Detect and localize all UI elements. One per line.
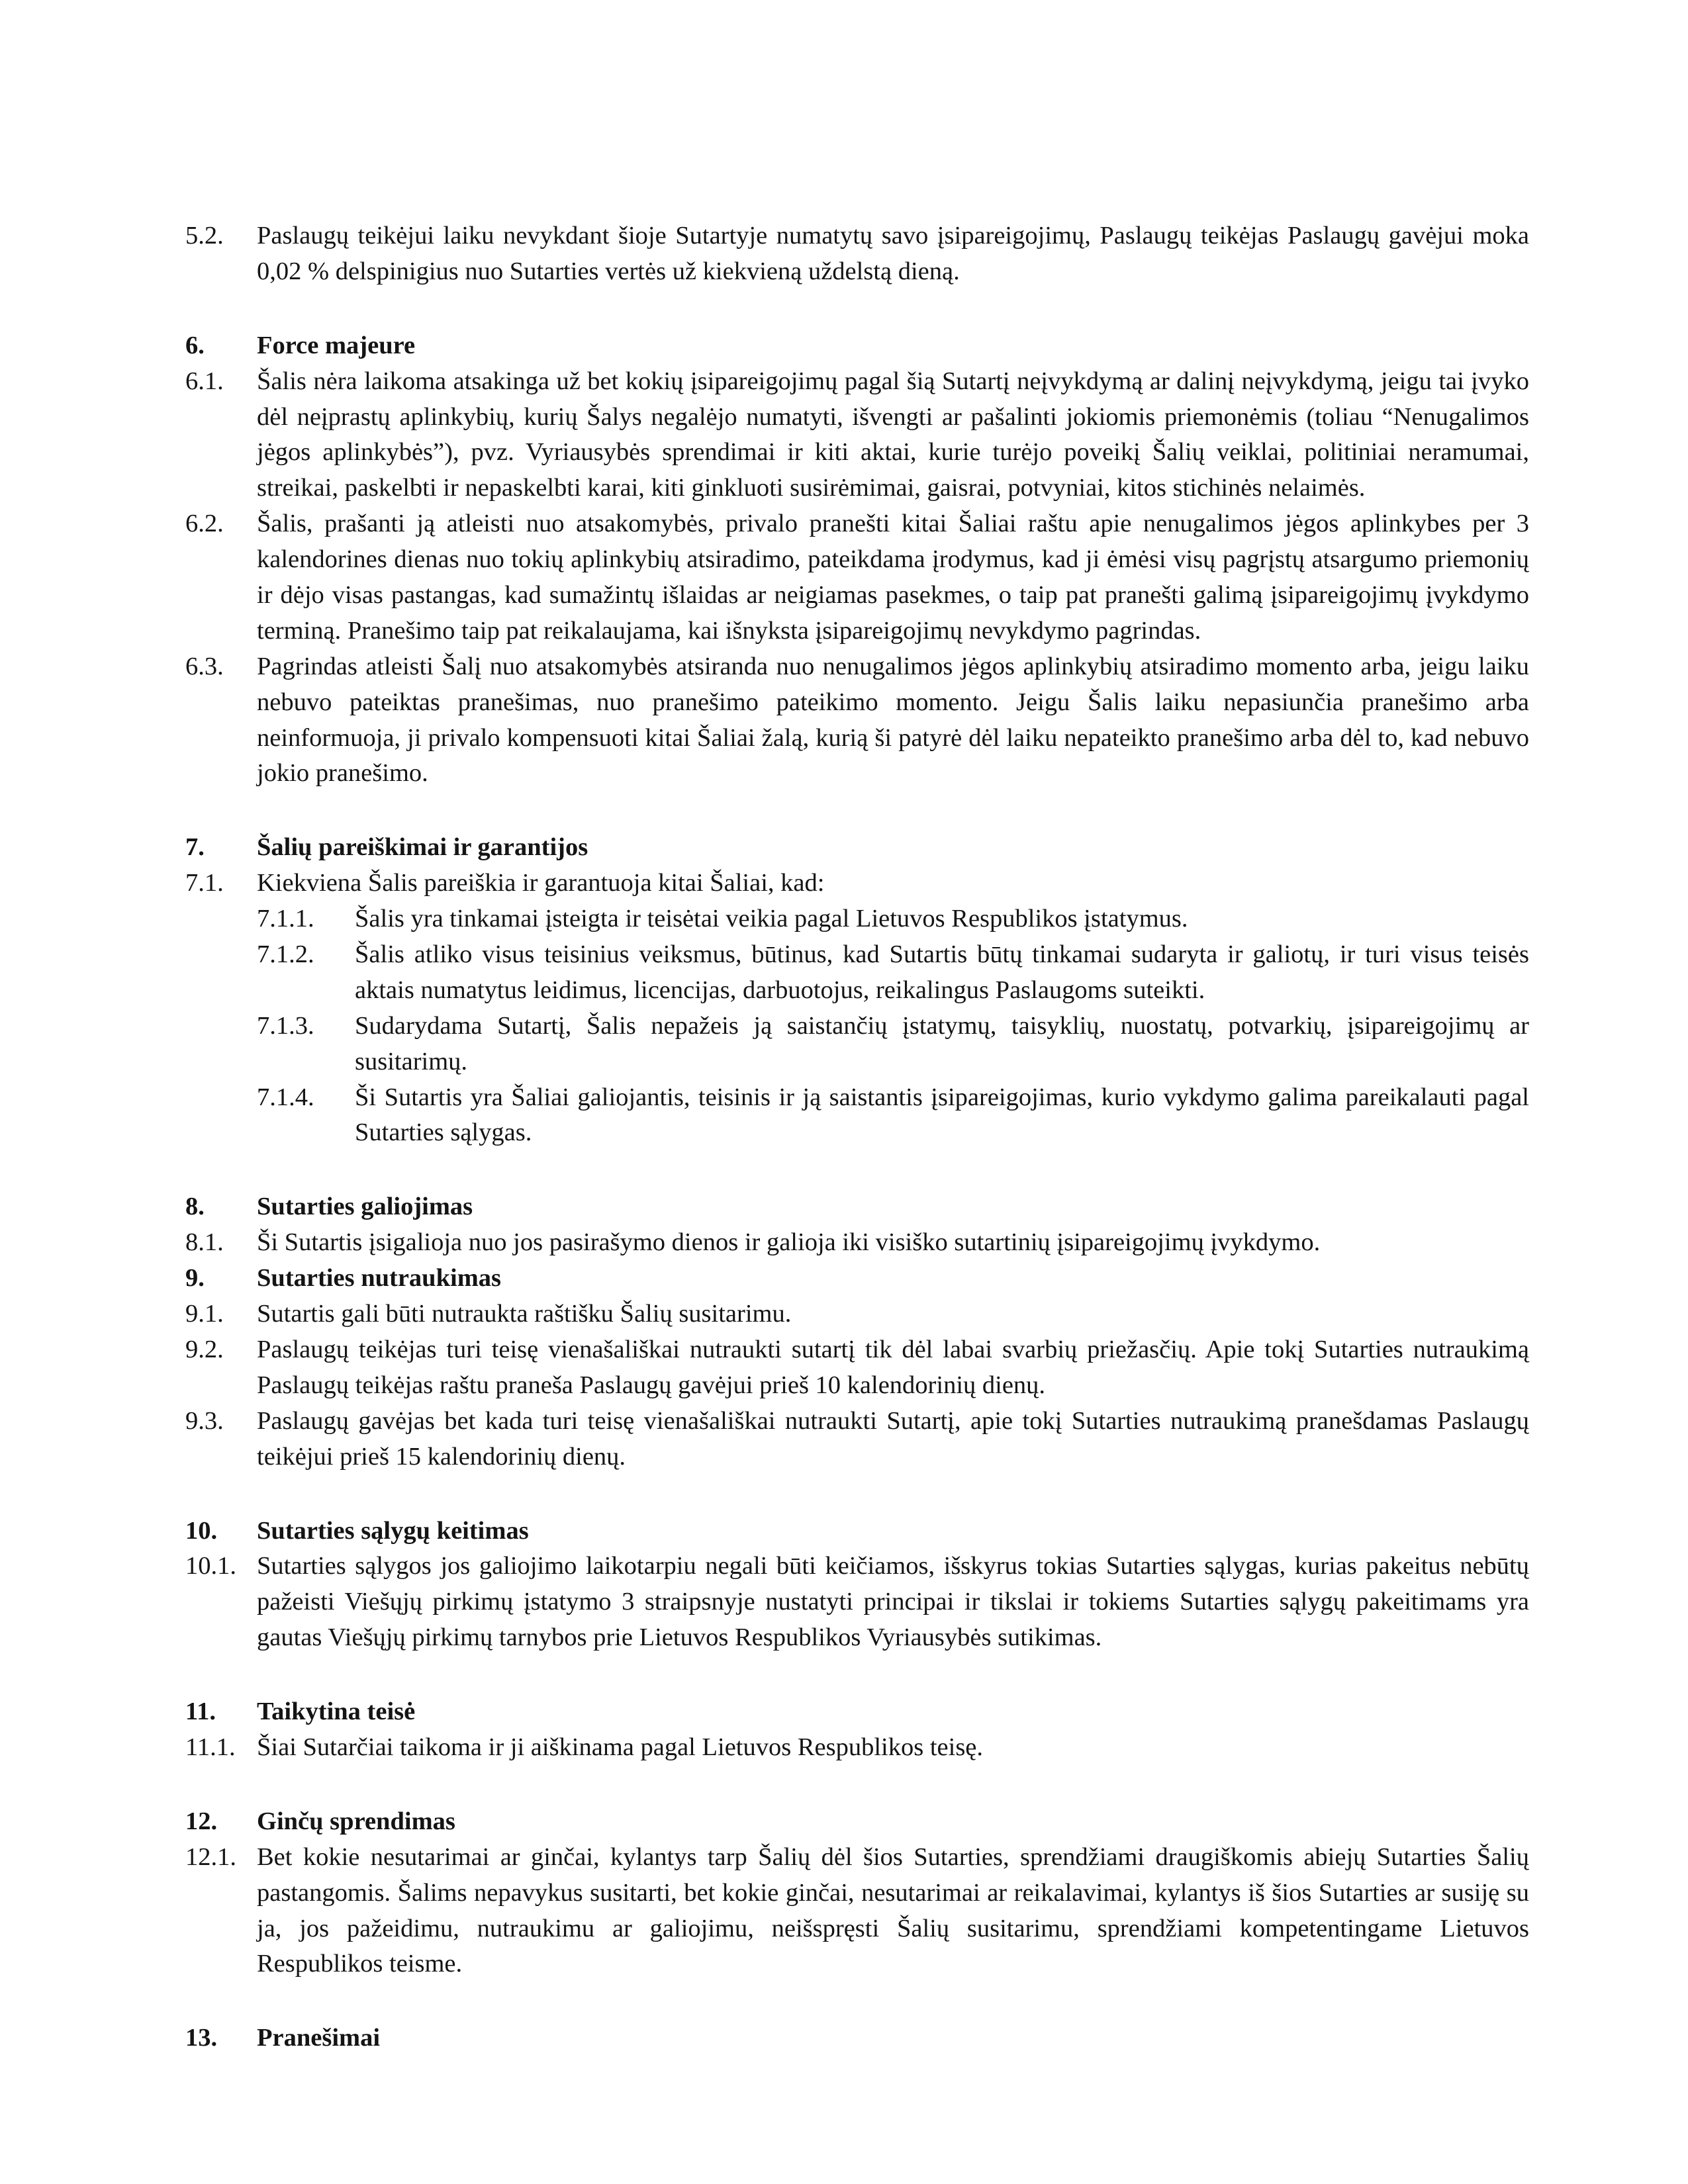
clause-6-2 bbox=[185, 506, 1529, 649]
clause-text: Paslaugų teikėjui laiku nevykdant šioje Sutartyje numatytų savo įsipareigojimų, Paslaugų teikėjas Paslaugų gavėjui moka 0,02 % delspinigius nuo Sutarties vertės už kiekvieną uždelstą dieną. bbox=[257, 222, 1529, 285]
section-number: 11. bbox=[185, 1698, 216, 1726]
section-heading-9 bbox=[185, 1261, 1529, 1297]
section-number: 7. bbox=[185, 833, 205, 862]
clause-number: 10.1. bbox=[185, 1552, 236, 1580]
section-heading-10 bbox=[185, 1514, 1529, 1549]
clause-number: 9.2. bbox=[185, 1335, 224, 1363]
section-number: 6. bbox=[185, 331, 205, 359]
section-title: Pranešimai bbox=[257, 2024, 381, 2052]
clause-6-3 bbox=[185, 649, 1529, 792]
clause-number: 6.1. bbox=[185, 367, 224, 395]
section-title: Force majeure bbox=[257, 331, 416, 359]
clause-number: 7.1.3. bbox=[257, 1011, 314, 1040]
clause-9-1 bbox=[185, 1297, 1529, 1332]
section-title: Taikytina teisė bbox=[257, 1698, 416, 1726]
clause-9-3 bbox=[185, 1404, 1529, 1475]
clause-text: Bet kokie nesutarimai ar ginčai, kylantys tarp Šalių dėl šios Sutarties, sprendžiami draugiškomis abiejų Sutarties Šalių pastangomis. Šalims nepavykus susitarti, bet kokie ginčai, nesutarimai ar reikalavimai, kylantys iš šios Sutarties ar susiję su ja, jos pažeidimu, nutraukimu ar galiojimu, neišspręsti Šalių susitarimu, sprendžiami kompetentingame Lietuvos Respublikos teisme. bbox=[257, 1843, 1529, 1978]
clause-text: Šiai Sutarčiai taikoma ir ji aiškinama pagal Lietuvos Respublikos teisę. bbox=[257, 1733, 984, 1761]
section-heading-11 bbox=[185, 1694, 1529, 1730]
clause-6-1 bbox=[185, 364, 1529, 507]
clause-8-1 bbox=[185, 1225, 1529, 1261]
section-title: Šalių pareiškimai ir garantijos bbox=[257, 833, 588, 862]
clause-7-1-1 bbox=[257, 901, 1529, 937]
clause-text: Sudarydama Sutartį, Šalis nepažeis ją saistančių įstatymų, taisyklių, nuostatų, potvarkių, įsipareigojimų ar susitarimų. bbox=[355, 1011, 1529, 1075]
clause-12-1 bbox=[185, 1840, 1529, 1983]
clause-text: Paslaugų gavėjas bet kada turi teisę vienašališkai nutraukti Sutartį, apie tokį Sutarties nutraukimą pranešdamas Paslaugų teikėjui prieš 15 kalendorinių dienų. bbox=[257, 1406, 1529, 1471]
clause-9-2 bbox=[185, 1332, 1529, 1404]
clause-text: Šalis nėra laikoma atsakinga už bet kokių įsipareigojimų pagal šią Sutartį neįvykdymą ar dalinį neįvykdymą, jeigu tai įvyko dėl neįprastų aplinkybių, kurių Šalys negalėjo numatyti, išvengti ar pašalinti jokiomis priemonėmis (toliau “Nenugalimos jėgos aplinkybės”), pvz. Vyriausybės sprendimai ir kiti aktai, kurie turėjo poveikį Šalių veiklai, politiniai neramumai, streikai, paskelbti ir nepaskelbti karai, kiti ginkluoti susirėmimai, gaisrai, potvyniai, kitos stichinės nelaimės. bbox=[257, 367, 1529, 502]
clause-number: 7.1.4. bbox=[257, 1083, 314, 1111]
clause-text: Šalis yra tinkamai įsteigta ir teisėtai veikia pagal Lietuvos Respublikos įstatymus. bbox=[355, 905, 1188, 933]
section-heading-12 bbox=[185, 1804, 1529, 1840]
section-heading-8 bbox=[185, 1189, 1529, 1225]
clause-text: Šalis atliko visus teisinius veiksmus, būtinus, kad Sutartis būtų tinkamai sudaryta ir galiotų, ir turi visus teisės aktais numatytus leidimus, licencijas, darbuotojus, reikalingus Paslaugoms suteikti. bbox=[355, 940, 1529, 1004]
section-heading-13 bbox=[185, 2021, 1529, 2056]
clause-text: Sutarties sąlygos jos galiojimo laikotarpiu negali būti keičiamos, išskyrus tokias Sutarties sąlygas, kurias pakeitus nebūtų pažeisti Viešųjų pirkimų įstatymo 3 straipsnyje nustatyti principai ir tikslai ir tokiems Sutarties sąlygų pakeitimams yra gautas Viešųjų pirkimų tarnybos prie Lietuvos Respublikos Vyriausybės sutikimas. bbox=[257, 1552, 1529, 1652]
clause-number: 11.1. bbox=[185, 1733, 236, 1761]
clause-number: 9.3. bbox=[185, 1406, 224, 1435]
section-heading-7 bbox=[185, 830, 1529, 866]
clause-7-1-2 bbox=[257, 937, 1529, 1009]
section-title: Ginčų sprendimas bbox=[257, 1807, 455, 1835]
clause-11-1 bbox=[185, 1730, 1529, 1766]
section-heading-6 bbox=[185, 328, 1529, 364]
clause-text: Sutartis gali būti nutraukta raštišku Šalių susitarimu. bbox=[257, 1300, 792, 1328]
clause-number: 7.1. bbox=[185, 869, 224, 897]
clause-7-1 bbox=[185, 866, 1529, 901]
section-number: 13. bbox=[185, 2024, 218, 2052]
section-title: Sutarties sąlygų keitimas bbox=[257, 1516, 529, 1545]
clause-number: 7.1.2. bbox=[257, 940, 314, 969]
clause-number: 8.1. bbox=[185, 1228, 224, 1257]
section-number: 8. bbox=[185, 1193, 205, 1221]
section-title: Sutarties galiojimas bbox=[257, 1193, 473, 1221]
clause-7-1-3 bbox=[257, 1009, 1529, 1080]
clause-number: 9.1. bbox=[185, 1300, 224, 1328]
clause-number: 6.2. bbox=[185, 510, 224, 538]
clause-10-1 bbox=[185, 1549, 1529, 1656]
clause-number: 7.1.1. bbox=[257, 905, 314, 933]
clause-text: Paslaugų teikėjas turi teisę vienašališkai nutraukti sutartį tik dėl labai svarbių priežasčių. Apie tokį Sutarties nutraukimą Paslaugų teikėjas raštu praneša Paslaugų gavėjui prieš 10 kalendorinių dienų. bbox=[257, 1335, 1529, 1399]
clause-text: Šalis, prašanti ją atleisti nuo atsakomybės, privalo pranešti kitai Šaliai raštu apie nenugalimos jėgos aplinkybes per 3 kalendorines dienas nuo tokių aplinkybių atsiradimo, pateikdama įrodymus, kad ji ėmėsi visų pagrįstų atsargumo priemonių ir dėjo visas pastangas, kad sumažintų išlaidas ar neigiamas pasekmes, o taip pat pranešti galimą įsipareigojimų įvykdymo terminą. Pranešimo taip pat reikalaujama, kai išnyksta įsipareigojimų nevykdymo pagrindas. bbox=[257, 510, 1529, 645]
clause-text: Kiekviena Šalis pareiškia ir garantuoja kitai Šaliai, kad: bbox=[257, 869, 825, 897]
section-title: Sutarties nutraukimas bbox=[257, 1264, 502, 1293]
clause-7-1-4 bbox=[257, 1080, 1529, 1152]
clause-number: 5.2. bbox=[185, 222, 224, 250]
clause-text: Ši Sutartis įsigalioja nuo jos pasirašymo dienos ir galioja iki visiško sutartinių įsipareigojimų įvykdymo. bbox=[257, 1228, 1321, 1257]
section-number: 12. bbox=[185, 1807, 218, 1835]
clause-number: 12.1. bbox=[185, 1843, 236, 1871]
section-number: 9. bbox=[185, 1264, 205, 1293]
clause-5-2 bbox=[185, 218, 1529, 290]
section-number: 10. bbox=[185, 1516, 218, 1545]
clause-text: Pagrindas atleisti Šalį nuo atsakomybės atsiranda nuo nenugalimos jėgos aplinkybių atsiradimo momento arba, jeigu laiku nebuvo pateiktas pranešimas, nuo pranešimo pateikimo momento. Jeigu Šalis laiku nepasiunčia pranešimo arba neinformuoja, ji privalo kompensuoti kitai Šaliai žalą, kurią ši patyrė dėl laiku nepateikto pranešimo arba dėl to, kad nebuvo jokio pranešimo. bbox=[257, 652, 1529, 788]
clause-text: Ši Sutartis yra Šaliai galiojantis, teisinis ir ją saistantis įsipareigojimas, kurio vykdymo galima pareikalauti pagal Sutarties sąlygas. bbox=[355, 1083, 1529, 1147]
clause-number: 6.3. bbox=[185, 652, 224, 680]
contract-body bbox=[185, 218, 1529, 2056]
